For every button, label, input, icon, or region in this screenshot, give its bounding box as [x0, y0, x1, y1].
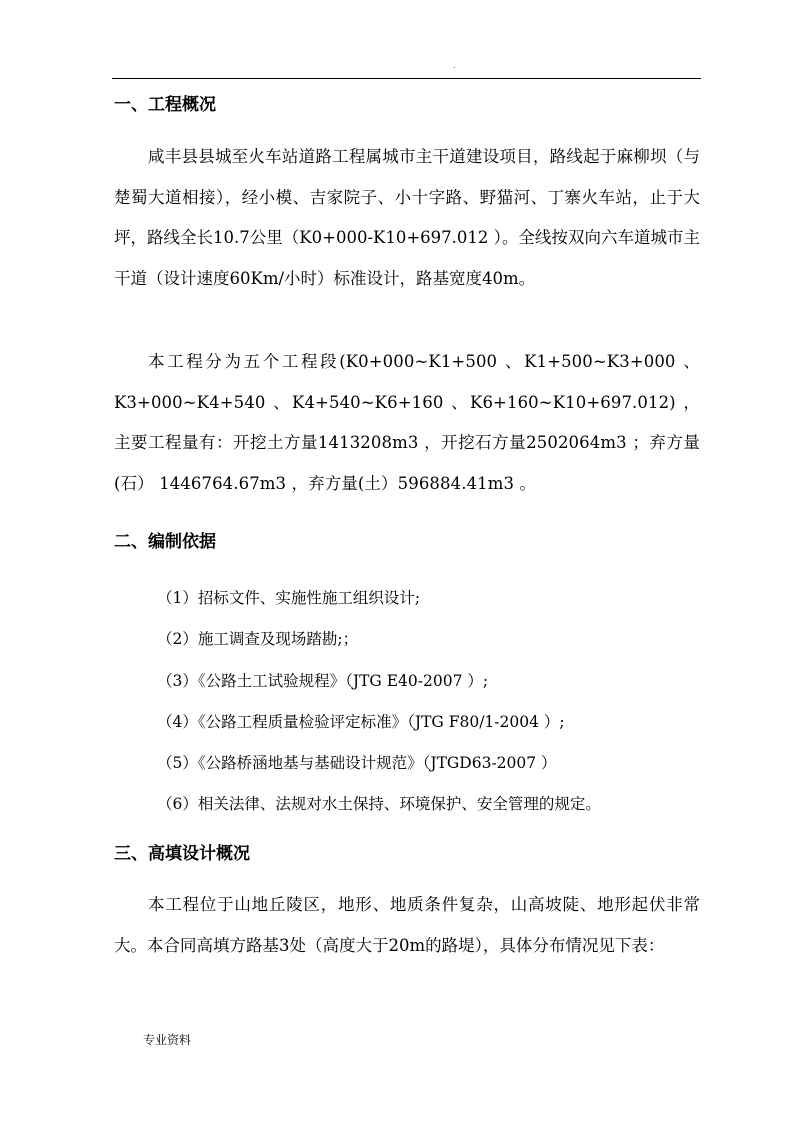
list-item: （6）相关法律、法规对水土保持、环境保护、安全管理的规定。 [157, 795, 601, 814]
list-item: （5）《公路桥涵地基与基础设计规范》（JTGD63-2007 ） [157, 754, 557, 773]
list-item: （4）《公路工程质量检验评定标准》（JTG F80/1-2004 ）; [157, 712, 565, 731]
section-1-paragraph-1: 咸丰县县城至火车站道路工程属城市主干道建设项目，路线起于麻柳坝（与楚蜀大道相接），经小模、吉家院子、小十字路、野猫河、丁寨火车站，止于大坪，路线全长10.7公里（K0+000-K10+697.012 ）。全线按双向六车道城市主干道（设计速度60Km/小时）标准设计，路基宽度40m。 [114, 147, 700, 288]
header-rule [112, 78, 701, 79]
section-1-heading: 一、工程概况 [114, 95, 216, 115]
section-2-heading: 二、编制依据 [114, 532, 216, 552]
list-item: （3）《公路土工试验规程》（JTG E40-2007 ）; [157, 671, 489, 690]
section-1-paragraph-2: 本工程分为五个工程段(K0+000~K1+500 、K1+500~K3+000 、K3+000~K4+540 、K4+540~K6+160 、K6+160~K10+697.012) ，主要工程量有：开挖土方量1413208m3 ，开挖石方量2502064m3 ；弃方量(石） 1446764.67m3 ，弃方量(土）596884.41m3 。 [114, 352, 700, 493]
basis-list [157, 578, 601, 826]
header-mark: . [453, 61, 456, 70]
list-item: （2）施工调查及现场踏勘;； [157, 630, 359, 649]
list-item: （1）招标文件、实施性施工组织设计; [157, 589, 421, 607]
section-3-paragraph-1: 本工程位于山地丘陵区，地形、地质条件复杂，山高坡陡、地形起伏非常大。本合同高填方路基3处（高度大于20m的路堤），具体分布情况见下表： [114, 895, 700, 955]
footer-label: 专业资料 [143, 1033, 192, 1047]
section-3-heading: 三、高填设计概况 [114, 844, 250, 864]
